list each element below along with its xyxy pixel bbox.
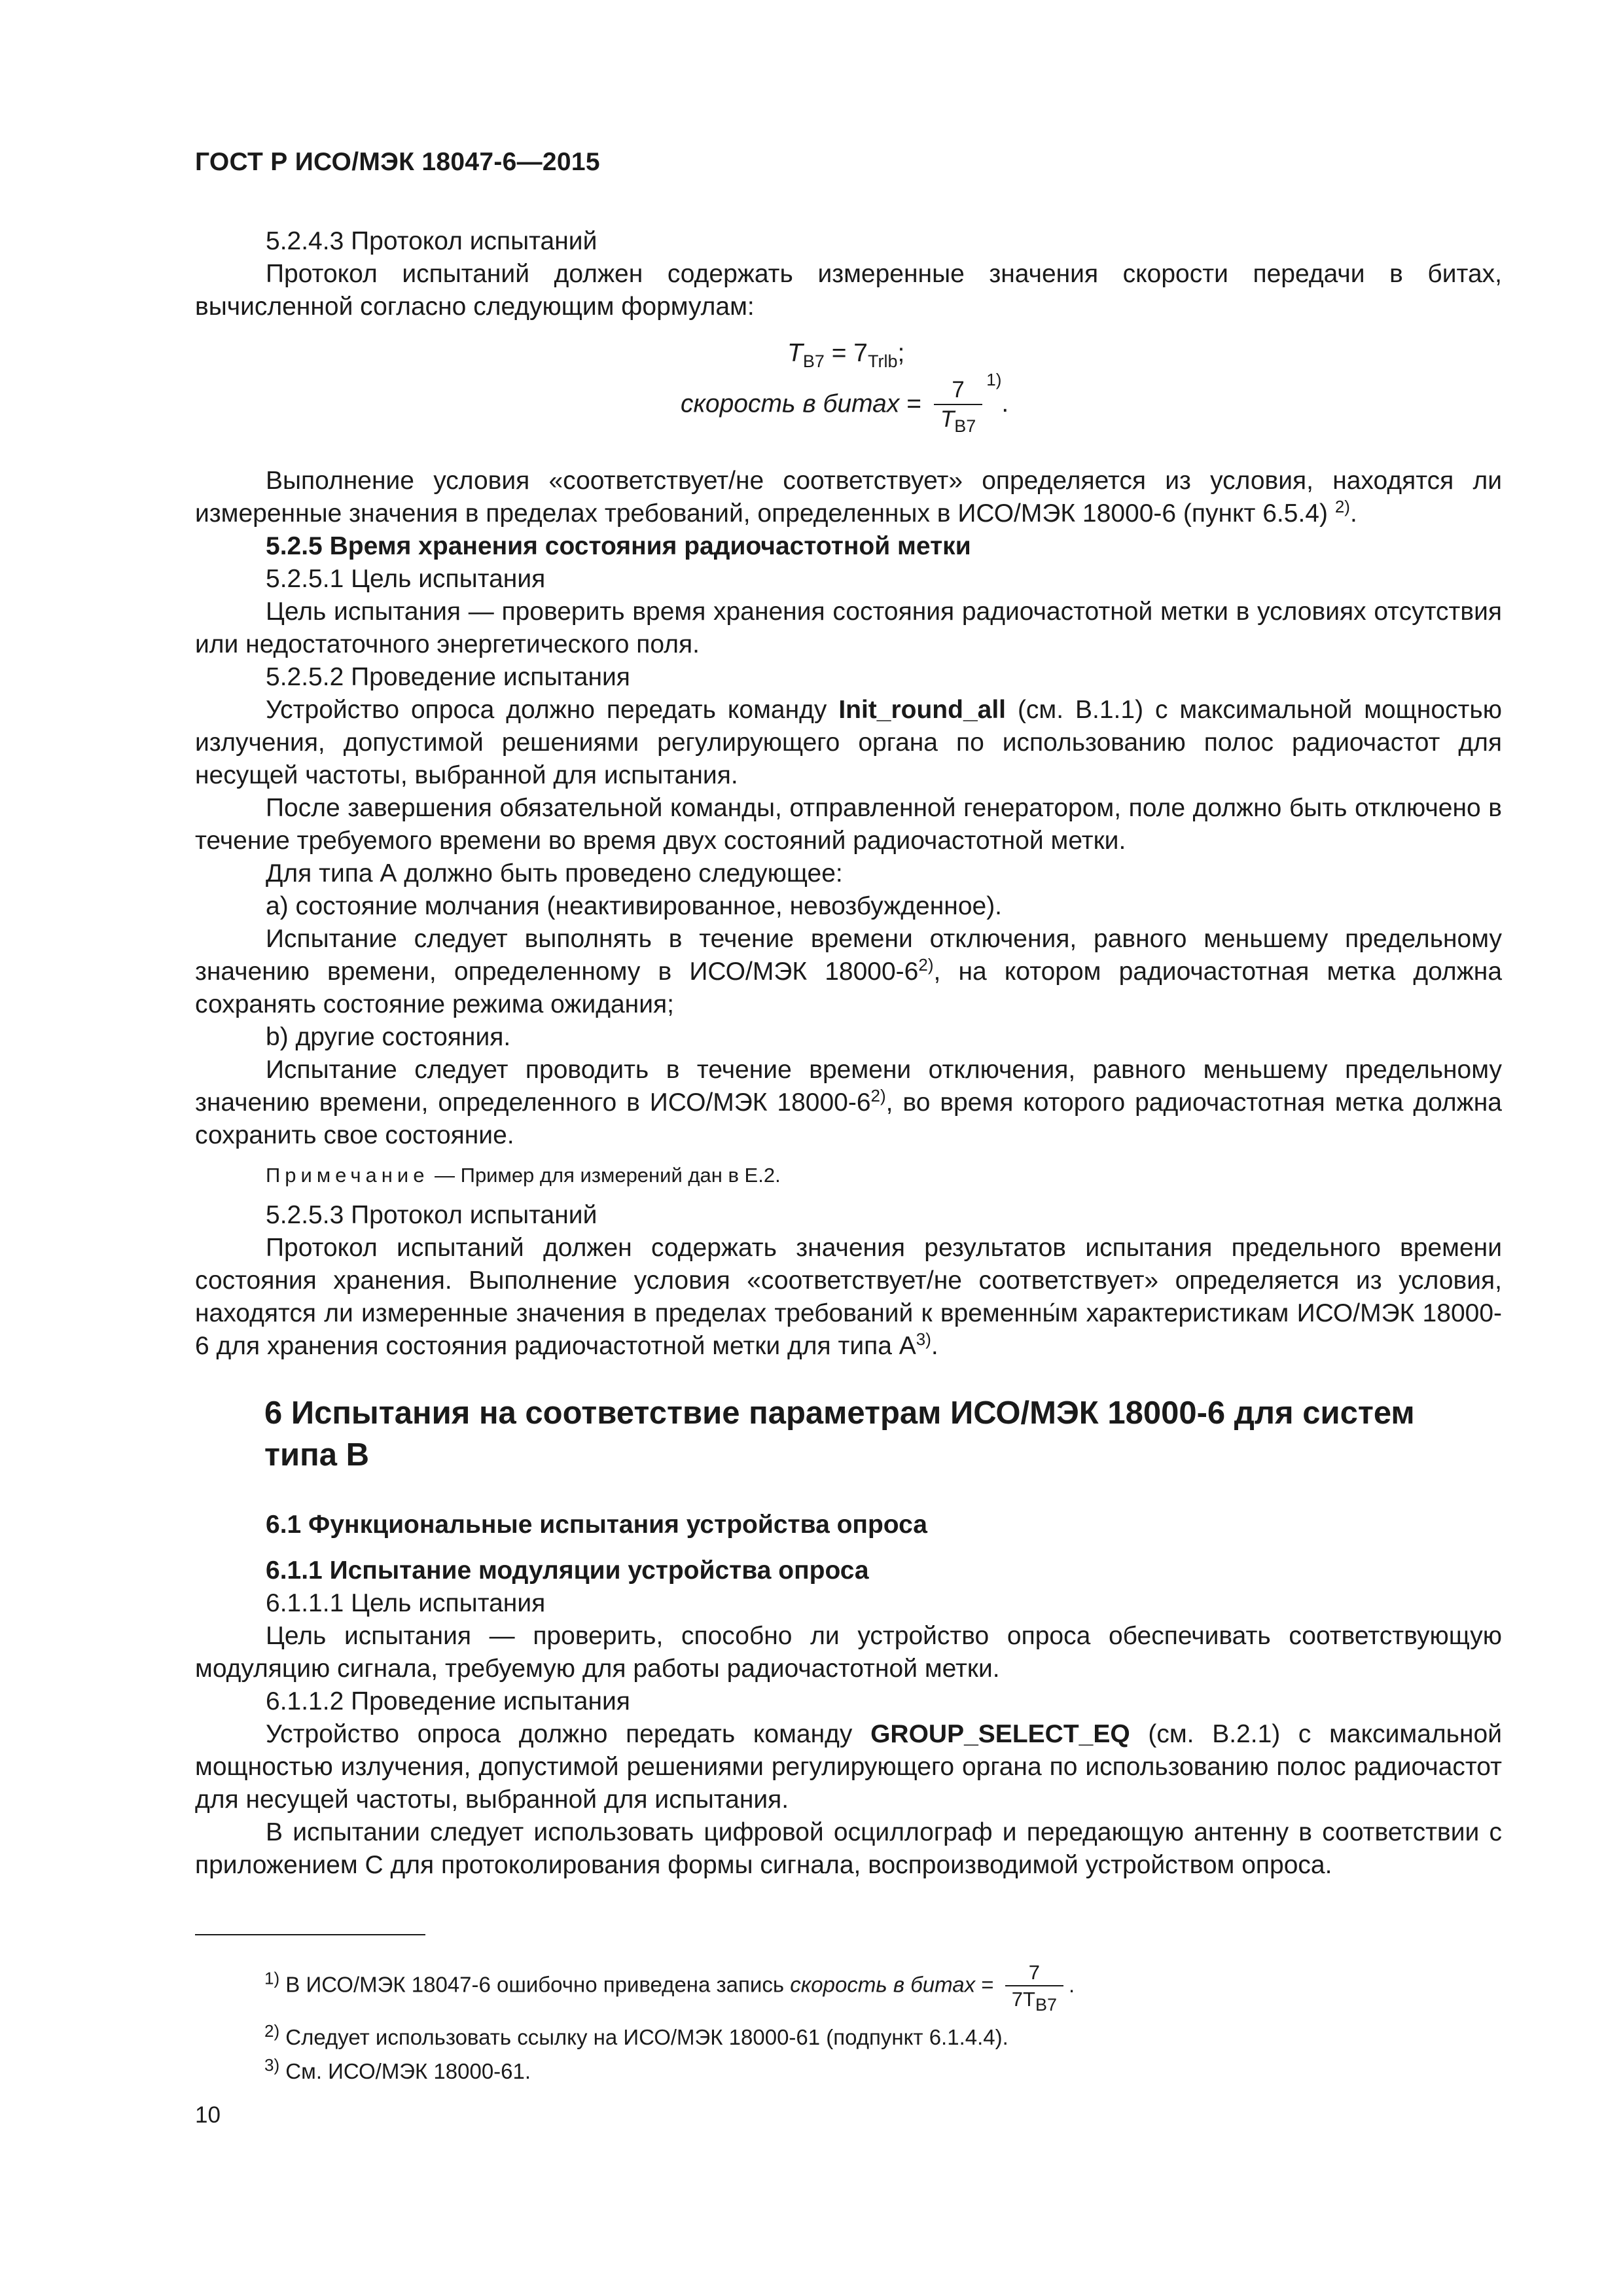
note: Примечание — Пример для измерений дан в Е.2. xyxy=(266,1164,781,1187)
section-title: 5.2.5.2 Проведение испытания xyxy=(266,663,630,691)
section-title: 5.2.5.3 Протокол испытаний xyxy=(266,1201,597,1229)
section-5-2-4-3 xyxy=(195,225,1502,323)
footnote-ref: 2) xyxy=(1334,497,1350,516)
paragraph: Для типа А должно быть проведено следующее: xyxy=(266,859,843,888)
section-title: 6.1.1.2 Проведение испытания xyxy=(266,1687,630,1715)
paragraph: Испытание следует выполнять в течение времени отключения, равного меньшему предельному значению времени, определенному в ИСО/МЭК 18000-6$^{2)}$, на котором радиочастотная метка должна сохранять состояние режима ожидания; xyxy=(195,925,1503,1018)
paragraph: В испытании следует использовать цифровой осциллограф и передающую антенну в соответствии с приложением С для протоколирования формы сигнала, воспроизводимой устройством опроса. xyxy=(195,1818,1502,1879)
paragraph: Устройство опроса должно передать команду GROUP_SELECT_EQ (см. В.2.1) с максимальной мощностью излучения, допустимой решениями регулирующего органа по использованию полос радиочастот для несущей частоты, выбранной для испытания. xyxy=(195,1720,1502,1814)
section-title: 5.2.4.3 Протокол испытаний xyxy=(266,227,597,255)
section-6-heading: 6 Испытания на соответствие параметрам ИСО/МЭК 18000-6 для систем типа В xyxy=(264,1395,1415,1473)
paragraph: Цель испытания — проверить, способно ли устройство опроса обеспечивать соответствующую модуляцию сигнала, требуемую для работы радиочастотной метки. xyxy=(195,1622,1502,1683)
formula-bitrate: скорость в битах = $\frac{7}{T_{B7}}$ $^{1)}$. xyxy=(681,370,1009,436)
footnote-3: $^{3)}$ См. ИСО/МЭК 18000-61. xyxy=(264,2055,531,2083)
section-5-2-5 xyxy=(195,465,1502,1363)
footnote-ref: 3) xyxy=(916,1329,931,1349)
paragraph: Протокол испытаний должен содержать значения результатов испытания предельного времени состояния хранения. Выполнение условия «соответствует/не соответствует» определяется из условия, находятся ли измеренные значения в пределах требований к временны́м характеристикам ИСО/МЭК 18000-6 для хранения состояния радиочастотной метки для типа $А^{3)}$. xyxy=(195,1234,1502,1360)
footnote-2: $^{2)}$ Следует использовать ссылку на ИСО/МЭК 18000-61 (подпункт 6.1.4.4). xyxy=(264,2021,1008,2049)
page-number: 10 xyxy=(195,2102,221,2128)
section-title: 6.1.1 Испытание модуляции устройства опроса xyxy=(266,1556,869,1585)
footnote-divider xyxy=(195,1934,425,1935)
list-item: a) состояние молчания (неактивированное, невозбужденное). xyxy=(266,892,1003,920)
footnote-ref: 1) xyxy=(986,370,1002,390)
fraction: $\frac{7}{7T_{B7}}$ xyxy=(1005,1960,1063,2013)
section-title: 5.2.5.1 Цель испытания xyxy=(266,565,546,593)
note-label: Примечание xyxy=(266,1164,429,1187)
footnote-ref: 2) xyxy=(870,1086,886,1105)
paragraph: Протокол испытаний должен содержать измеренные значения скорости передачи в битах, вычисленной согласно следующим формулам: xyxy=(195,260,1502,321)
formula-tb7: $T_{B7} = 7_{Trlb}$; xyxy=(787,339,905,371)
paragraph: Цель испытания — проверить время хранения состояния радиочастотной метки в условиях отсутствия или недостаточного энергетического поля. xyxy=(195,598,1502,658)
list-item: b) другие состояния. xyxy=(266,1023,511,1051)
document-header: ГОСТ Р ИСО/МЭК 18047-6—2015 xyxy=(195,148,600,176)
fraction: $\frac{7}{T_{B7}}$ xyxy=(934,376,982,434)
section-6-1 xyxy=(195,1509,1502,1882)
paragraph: После завершения обязательной команды, отправленной генератором, поле должно быть отключено в течение требуемого времени во время двух состояний радиочастотной метки. xyxy=(195,794,1502,855)
command-name: GROUP_SELECT_EQ xyxy=(870,1720,1130,1748)
section-title: 6.1.1.1 Цель испытания xyxy=(266,1589,546,1617)
section-title: 6.1 Функциональные испытания устройства опроса xyxy=(266,1511,927,1539)
paragraph: Выполнение условия «соответствует/не соответствует» определяется из условия, находятся ли измеренные значения в пределах требований, определенных в ИСО/МЭК 18000-6 (пункт 6.5.4) $^{2)}$. xyxy=(195,467,1502,528)
footnote-ref: 2) xyxy=(918,955,934,975)
footnote-1: $^{1)}$ В ИСО/МЭК 18047-6 ошибочно приведена запись скорость в битах = $\frac{7}{7T_{B7}}$ . xyxy=(264,1961,1075,2015)
command-name: Init_round_all xyxy=(838,696,1007,724)
section-title: 5.2.5 Время хранения состояния радиочастотной метки xyxy=(266,532,971,560)
paragraph: Испытание следует проводить в течение времени отключения, равного меньшему предельному значению времени, определенного в ИСО/МЭК 18000-6$^{2)}$, во время которого радиочастотная метка должна сохранить свое состояние. xyxy=(195,1056,1502,1149)
paragraph: Устройство опроса должно передать команду Init_round_all (см. В.1.1) с максимальной мощностью излучения, допустимой решениями регулирующего органа по использованию полос радиочастот для несущей частоты, выбранной для испытания. xyxy=(195,696,1502,789)
